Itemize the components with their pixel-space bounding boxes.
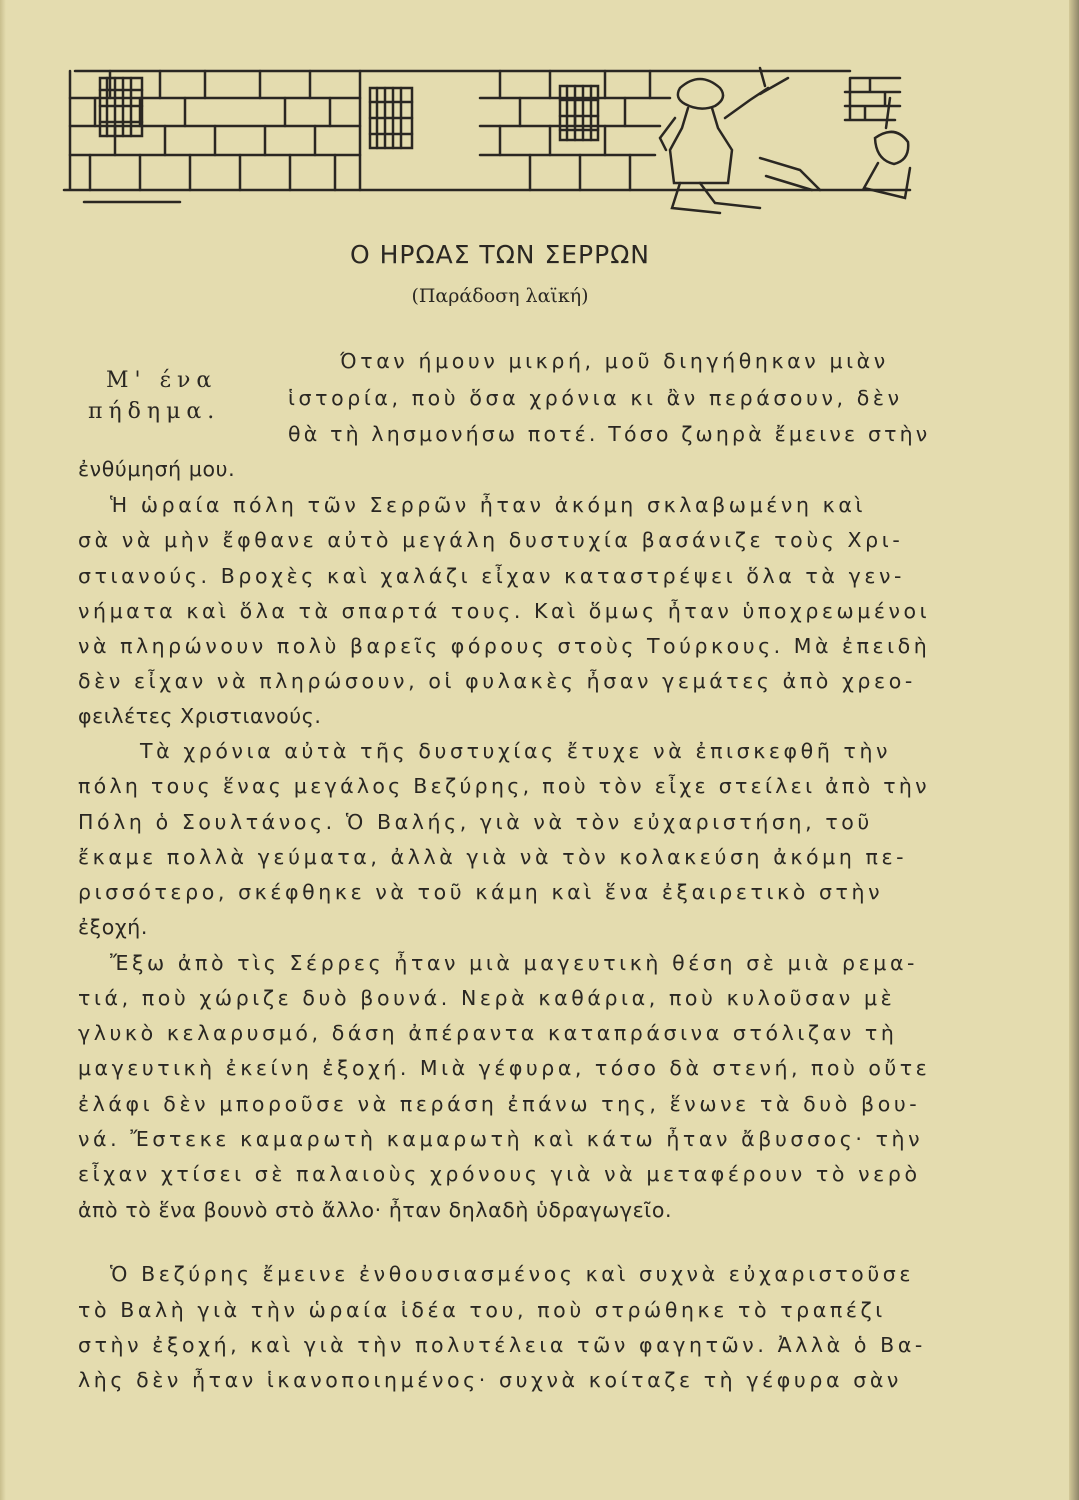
text-line: πόλη τους ἕνας μεγάλος Βεζύρης, ποὺ τὸν εἶχε στείλει ἀπὸ τὴν bbox=[78, 774, 930, 798]
page-subtitle: (Παράδοση λαϊκή) bbox=[411, 285, 589, 307]
text-line: ἐξοχή. bbox=[78, 915, 149, 939]
header-illustration bbox=[60, 58, 915, 218]
text-line: Ἡ ὡραία πόλη τῶν Σερρῶν ἦταν ἀκόμη σκλαβωμένη καὶ bbox=[110, 493, 866, 517]
text-line: στὴν ἐξοχή, καὶ γιὰ τὴν πολυτέλεια τῶν φαγητῶν. Ἀλλὰ ὁ Βα- bbox=[78, 1333, 926, 1357]
text-line: ρισσότερο, σκέφθηκε νὰ τοῦ κάμη καὶ ἕνα ἐξαιρετικὸ στὴν bbox=[78, 880, 884, 904]
text-line: ἱστορία, ποὺ ὅσα χρόνια κι ἂν περάσουν, δὲν bbox=[288, 386, 903, 410]
text-line: Ὁ Βεζύρης ἔμεινε ἐνθουσιασμένος καὶ συχνὰ εὐχαριστοῦσε bbox=[110, 1262, 915, 1286]
text-line: τιά, ποὺ χώριζε δυὸ βουνά. Νερὰ καθάρια, ποὺ κυλοῦσαν μὲ bbox=[78, 986, 896, 1010]
text-line: ἐνθύμησή μου. bbox=[78, 457, 236, 481]
text-line: ἀπὸ τὸ ἕνα βουνὸ στὸ ἄλλο· ἦταν δηλαδὴ ὑδραγωγεῖο. bbox=[78, 1198, 673, 1222]
page-title: Ο ΗΡΩΑΣ ΤΩΝ ΣΕΡΡΩΝ bbox=[349, 240, 651, 269]
text-line: μαγευτικὴ ἐκείνη ἐξοχή. Μιὰ γέφυρα, τόσο δὰ στενή, ποὺ οὔτε bbox=[78, 1056, 931, 1080]
text-line: νήματα καὶ ὅλα τὰ σπαρτά τους. Καὶ ὅμως ἦταν ὑποχρεωμένοι bbox=[78, 599, 931, 623]
text-line: Τὰ χρόνια αὐτὰ τῆς δυστυχίας ἔτυχε νὰ ἐπισκεφθῆ τὴν bbox=[140, 739, 892, 763]
text-line: Πόλη ὁ Σουλτάνος. Ὁ Βαλής, γιὰ νὰ τὸν εὐχαριστήση, τοῦ bbox=[78, 810, 873, 834]
text-line: τὸ Βαλὴ γιὰ τὴν ὡραία ἰδέα του, ποὺ στρώθηκε τὸ τραπέζι bbox=[78, 1298, 886, 1322]
text-line: σὰ νὰ μὴν ἔφθανε αὐτὸ μεγάλη δυστυχία βασάνιζε τοὺς Χρι- bbox=[78, 528, 904, 552]
text-line: θὰ τὴ λησμονήσω ποτέ. Τόσο ζωηρὰ ἔμεινε στὴν bbox=[288, 422, 931, 446]
text-line: γλυκὸ κελαρυσμό, δάση ἀπέραντα καταπράσινα στόλιζαν τὴ bbox=[78, 1021, 898, 1045]
text-line: ἐλάφι δὲν μποροῦσε νὰ περάση ἐπάνω της, ἕνωνε τὰ δυὸ βου- bbox=[78, 1092, 921, 1116]
text-line: δὲν εἶχαν νὰ πληρώσουν, οἱ φυλακὲς ἦσαν γεμάτες ἀπὸ χρεο- bbox=[78, 669, 916, 693]
text-line: λὴς δὲν ἦταν ἱκανοποιημένος· συχνὰ κοίταζε τὴ γέφυρα σὰν bbox=[78, 1368, 902, 1392]
margin-note bbox=[88, 365, 278, 427]
text-line: στιανούς. Βροχὲς καὶ χαλάζι εἶχαν καταστρέψει ὅλα τὰ γεν- bbox=[78, 564, 906, 588]
text-line: φειλέτες Χριστιανούς. bbox=[78, 704, 322, 728]
text-line: νὰ πληρώνουν πολὺ βαρεῖς φόρους στοὺς Τούρκους. Μὰ ἐπειδὴ bbox=[78, 634, 931, 658]
page-edge-right bbox=[1069, 0, 1079, 1500]
margin-note-line-1: Μ' ένα bbox=[106, 368, 218, 393]
text-line: εἶχαν χτίσει σὲ παλαιοὺς χρόνους γιὰ νὰ μεταφέρουν τὸ νερὸ bbox=[78, 1162, 921, 1186]
page-edge-left bbox=[0, 0, 6, 1500]
margin-note-line-2: πήδημα. bbox=[88, 399, 221, 424]
text-line: Όταν ήμουν μικρή, μοῦ διηγήθηκαν μιὰν bbox=[340, 349, 889, 373]
text-line: νά. Ἔστεκε καμαρωτὴ καμαρωτὴ καὶ κάτω ἦταν ἄβυσσος· τὴν bbox=[78, 1127, 924, 1151]
text-line: ἔκαμε πολλὰ γεύματα, ἀλλὰ γιὰ νὰ τὸν κολακεύση ἀκόμη πε- bbox=[78, 845, 908, 869]
text-line: Ἔξω ἀπὸ τὶς Σέρρες ἦταν μιὰ μαγευτικὴ θέση σὲ μιὰ ρεμα- bbox=[110, 951, 919, 975]
